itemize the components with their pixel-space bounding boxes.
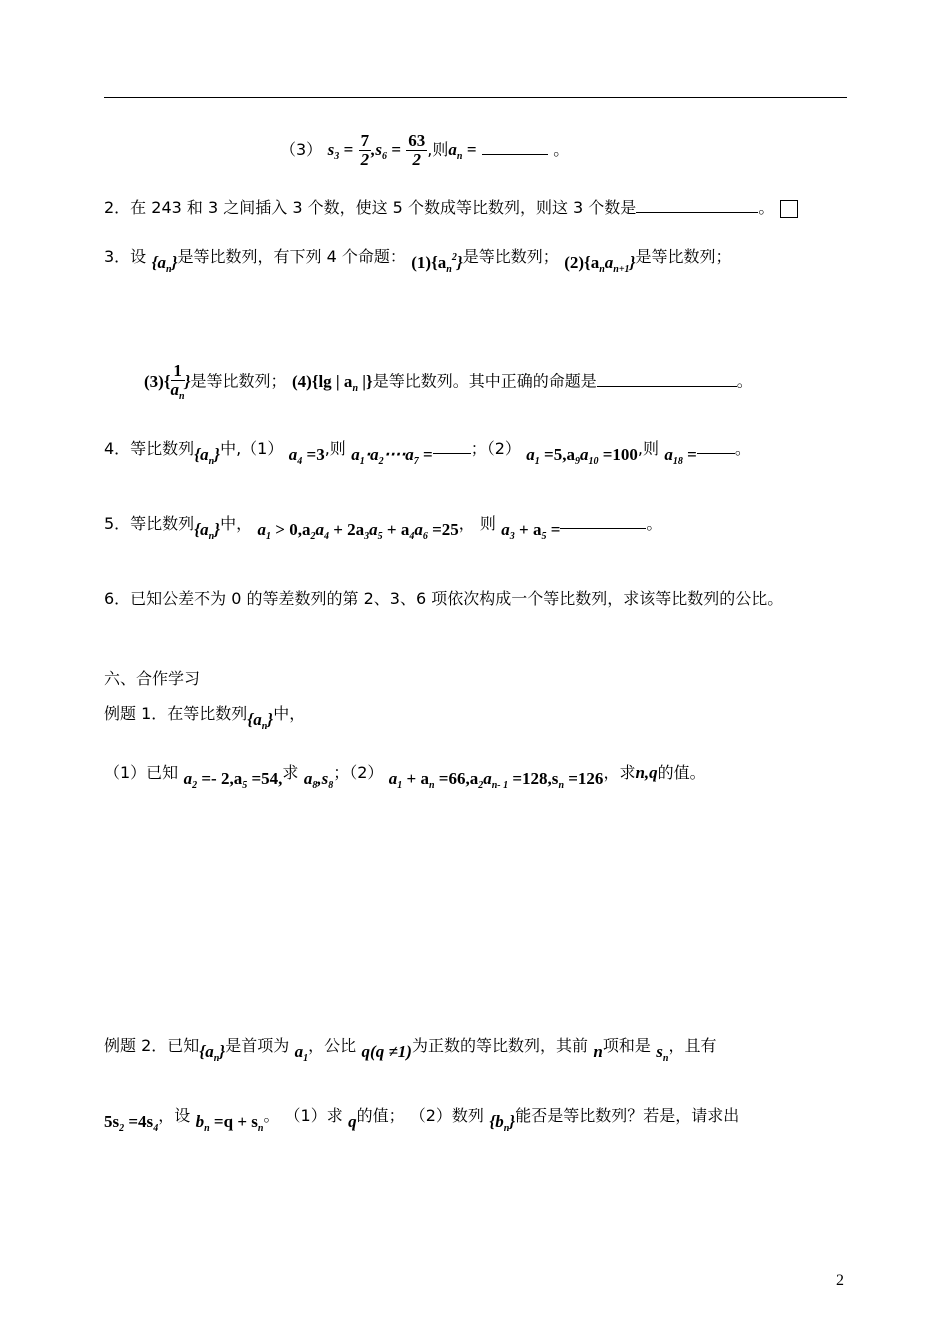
section-title: 六、合作学习	[104, 669, 201, 688]
answer-blank[interactable]	[697, 453, 735, 454]
answer-blank[interactable]	[636, 212, 758, 213]
question-1-part-3: （3） $s_3$ = $\frac{7}{2}$ $,s_6$ = $\frac{63}{2}$ ,则$a_n$ = 。	[280, 131, 570, 169]
example-2-line-2: $5s_2 =4s_4$，设 $b_n =q + s_n$。 （1）求 q的值； （2）数列 $\{b_n\}$能否是等比数列？若是，请求出	[104, 1106, 740, 1134]
checkbox[interactable]	[780, 200, 798, 218]
page-number: 2	[836, 1272, 844, 1289]
example-2-line-1: 例题 2．已知$\{a_n\}$是首项为 $a_1$，公比 q(q ≠1)为正数的等比数列，其前 n项和是 $s_n$，且有	[104, 1036, 717, 1064]
answer-blank[interactable]	[482, 154, 548, 155]
question-3-line-1: 3．设 $\{a_n\}$是等比数列，有下列 4 个命题： $(1)\{a_n^2\}$是等比数列； $(2)\{a_na_{n+1}\}$是等比数列；	[104, 247, 732, 275]
question-text: 2．在 243 和 3 之间插入 3 个数，使这 5 个数成等比数列，则这 3 个数是	[104, 198, 637, 217]
answer-blank[interactable]	[597, 386, 737, 387]
question-2: 2．在 243 和 3 之间插入 3 个数，使这 5 个数成等比数列，则这 3 个数是 。	[104, 197, 798, 219]
question-5: 5．等比数列$\{a_n\}$中， $a_1 > 0,a_2a_4 + 2a_3a_5 + a_4a_6 =25$， 则 $a_3 + a_5$ = 。	[104, 514, 663, 542]
answer-blank[interactable]	[560, 528, 646, 529]
header-rule	[104, 97, 847, 98]
fraction-63-2: $\frac{63}{2}$	[408, 131, 426, 169]
question-6: 6．已知公差不为 0 的等差数列的第 2、3、6 项依次构成一个等比数列，求该等比数列的公比。	[104, 589, 784, 608]
example-1-heading: 例题 1．在等比数列$\{a_n\}$中，	[104, 704, 306, 732]
question-4: 4．等比数列$\{a_n\}$中,（1） $a_4 =3$,则 $a_1\cdot a_2\cdot\cdot\cdot\cdot a_7$ = ；（2） $a_1 =5,a_9a_{10} =100$,则 $a_{18}$ = 。	[104, 439, 751, 467]
answer-blank[interactable]	[433, 453, 471, 454]
part-label: （3）	[280, 140, 323, 159]
fraction-1-an: $\frac{1}{a_n}$	[170, 361, 185, 402]
question-3-line-2: (3){ $\frac{1}{a_n}$ }是等比数列； (4){lg | $a_n$ |}是等比数列。其中正确的命题是 。	[144, 361, 753, 402]
example-1-parts: （1）已知 $a_2 =- 2,a_5 =54$,求 $a_8,s_8$；（2） $a_1 + a_n =66,a_2a_{n- 1} =128,s_n =126$，求n,q的值。	[104, 763, 706, 791]
fraction-7-2: $\frac{7}{2}$	[360, 131, 370, 169]
